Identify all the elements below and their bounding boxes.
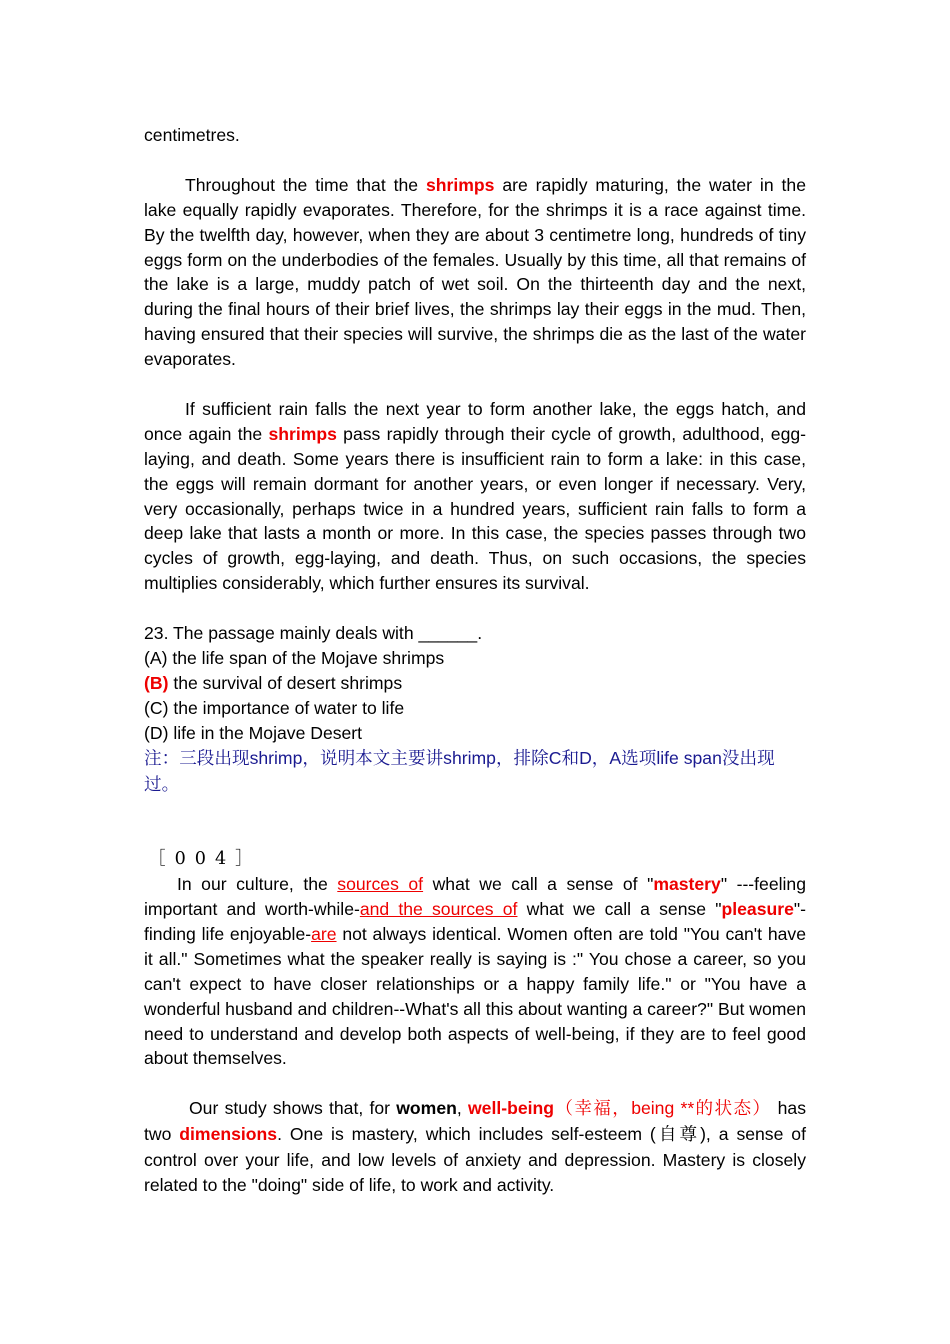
keyword-mastery: mastery bbox=[653, 874, 721, 895]
gloss-note: being ** bbox=[631, 1098, 695, 1119]
gloss-note: 的状态） bbox=[694, 1099, 772, 1120]
keyword-shrimps: shrimps bbox=[426, 174, 495, 195]
option-d: (D) life in the Mojave Desert bbox=[144, 722, 363, 743]
paragraph-1: Throughout the time that the shrimps are rapidly maturing, the water in the lake equally rapidly evaporates. Therefore, for the shrimps it is a race against time. By the twelfth day, however, when they are about 3 centimetre long, hundreds of tiny eggs form on the underbodies of the females. Usually by this time, all that remains of the lake is a large, muddy patch of wet soil. On the thirteenth day and the next, during the final hours of their brief lives, the shrimps lay their eggs in the mud. Then, having ensured that their species will survive, the shrimps die as the last of the water evaporates. bbox=[144, 174, 806, 370]
underlined-phrase: sources of bbox=[337, 874, 424, 895]
keyword-women: women bbox=[396, 1098, 457, 1119]
option-label: (C) bbox=[144, 697, 169, 718]
option-a: (A) the life span of the Mojave shrimps bbox=[144, 647, 445, 668]
question-stem: 23. The passage mainly deals with ______. bbox=[144, 623, 483, 644]
paragraph-intro: centimetres. bbox=[144, 125, 240, 145]
option-label: (A) bbox=[144, 647, 168, 668]
document-body bbox=[144, 123, 806, 1198]
spacer bbox=[144, 148, 806, 173]
keyword-shrimps: shrimps bbox=[268, 423, 337, 444]
spacer bbox=[144, 596, 806, 621]
underlined-phrase: and the sources of bbox=[359, 899, 518, 920]
spacer bbox=[144, 372, 806, 397]
paragraph-2: If sufficient rain falls the next year to form another lake, the eggs hatch, and once again the shrimps pass rapidly through their cycle of growth, adulthood, egg-laying, and death. Some years there is insufficient rain to form a lake: in this case, the eggs will remain dormant for another years, or even longer if necessary. Very, very occasionally, perhaps twice in a hundred years, sufficient rain falls to form a deep lake that lasts a month or more. In this case, the species passes through two cycles of growth, egg-laying, and death. Thus, on such occasions, the species multiplies considerably, which further ensures its survival. bbox=[144, 398, 806, 594]
underlined-phrase: are bbox=[311, 923, 337, 944]
gloss-note: （幸福， bbox=[554, 1099, 632, 1120]
spacer bbox=[144, 797, 806, 847]
paragraph-3: In our culture, the sources of what we call a sense of "mastery" ---feeling important and worth-while-and the sources of what we call a sense "pleasure"-finding life enjoyable-are not always identical. Women often are told "You can't have it all." Sometimes what the speaker really is saying is :" You chose a career, so you can't expect to have closer relationships or a happy family life." or "You have a wonderful husband and children--What's all this about wanting a career?" But women need to understand and develop both aspects of well-being, if they are to feel good about themselves. bbox=[144, 874, 807, 1069]
keyword-pleasure: pleasure bbox=[721, 899, 794, 920]
keyword-well-being: well-being bbox=[468, 1098, 555, 1119]
option-b: (B) the survival of desert shrimps bbox=[144, 672, 403, 693]
option-label: (D) bbox=[144, 722, 169, 743]
answer-label: (B) bbox=[144, 672, 169, 693]
section-number: ［004］ bbox=[148, 849, 262, 870]
spacer bbox=[144, 1071, 806, 1096]
answer-note: 注：三段出现shrimp，说明本文主要讲shrimp，排除C和D，A选项life span没出现过。 bbox=[144, 747, 775, 795]
gloss-self-esteem: 自尊 bbox=[655, 1125, 701, 1146]
paragraph-4: Our study shows that, for women, well-being（幸福，being **的状态） has two dimensions. One is mastery, which includes self-esteem (自尊), a sense of control over your life, and low levels of anxiety and depression. Mastery is closely related to the "doing" side of life, to work and activity. bbox=[144, 1098, 806, 1195]
keyword-dimensions: dimensions bbox=[179, 1124, 278, 1145]
option-c: (C) the importance of water to life bbox=[144, 697, 405, 718]
